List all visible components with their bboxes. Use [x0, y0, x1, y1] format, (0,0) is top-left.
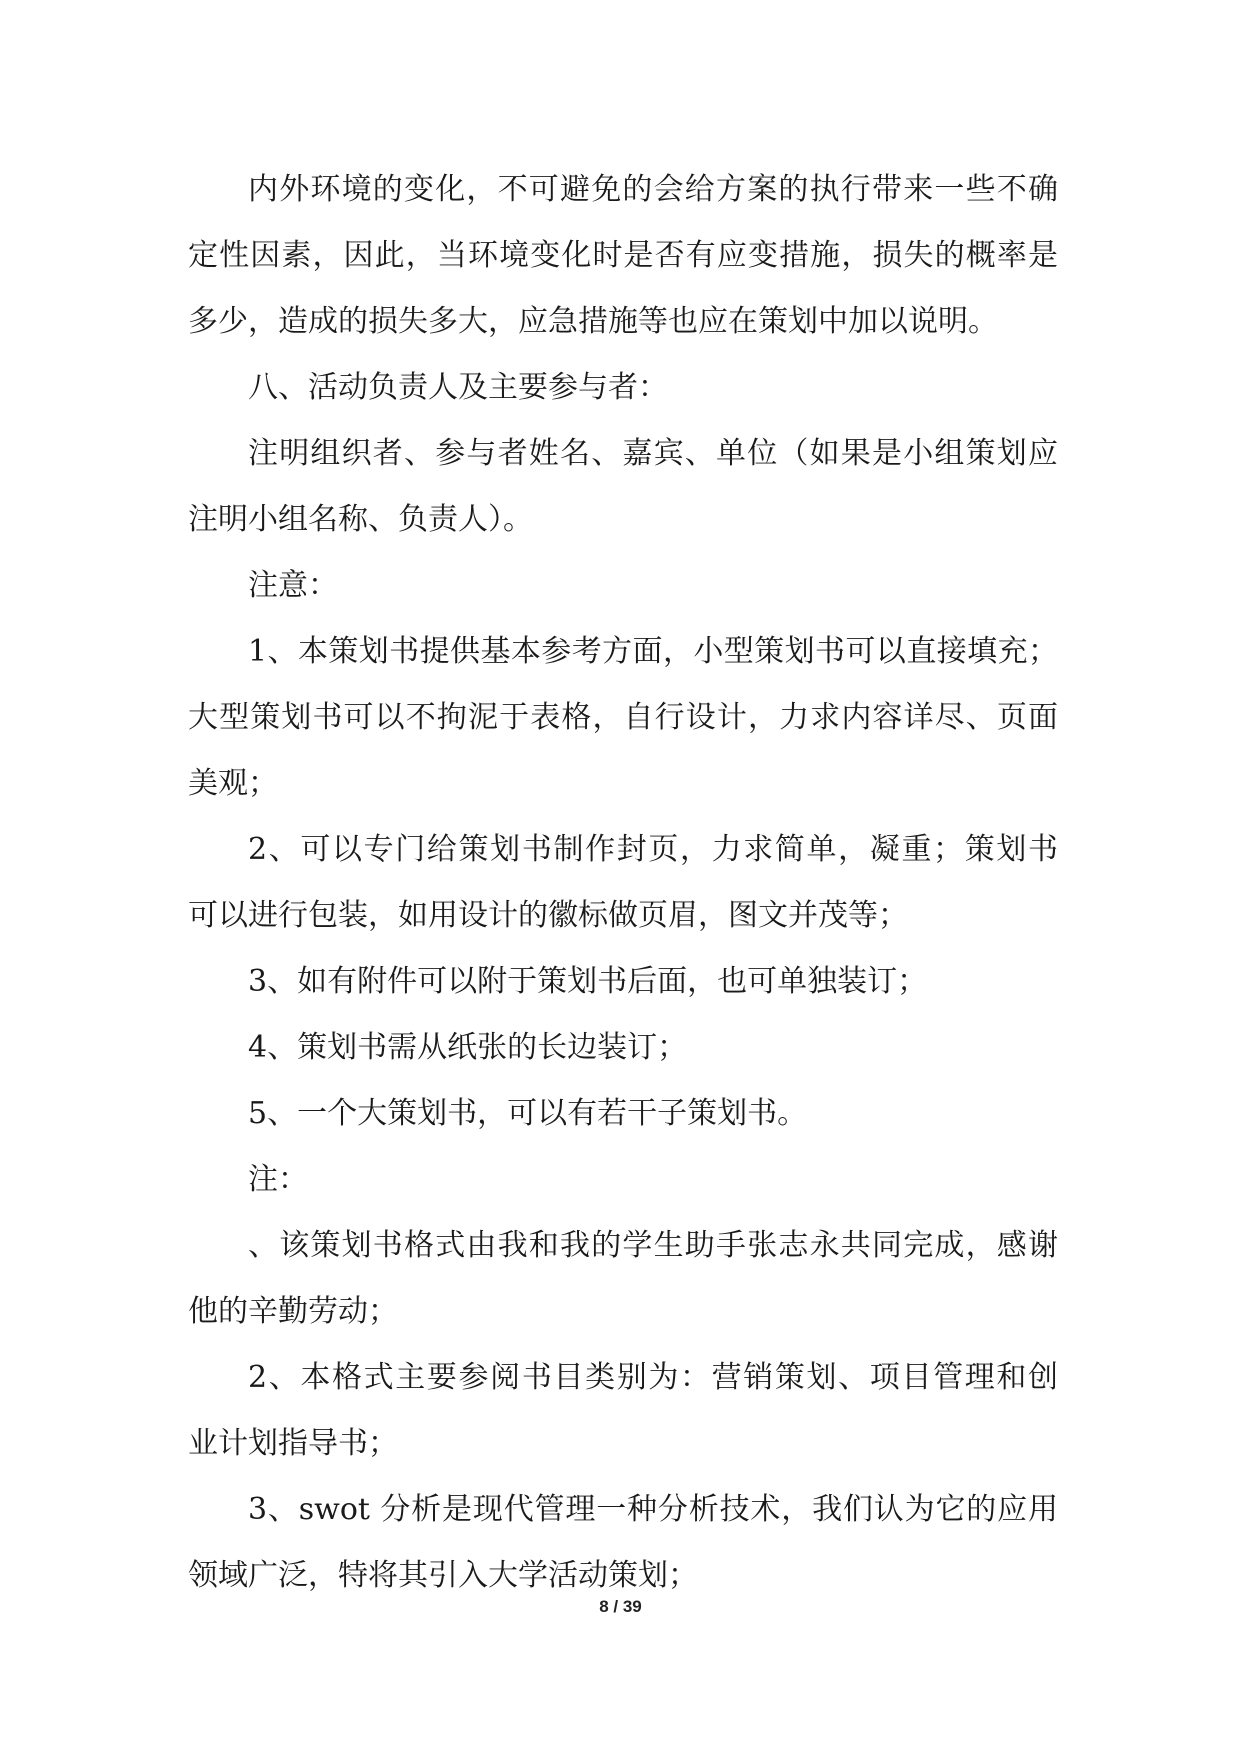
text-line: 注明组织者、参与者姓名、嘉宾、单位（如果是小组策划应: [248, 436, 1058, 471]
list-item-1: [188, 619, 1058, 817]
heading-attention: [188, 553, 1058, 619]
text-line: 注明小组名称、负责人）。: [188, 502, 533, 537]
text-line: 2、可以专门给策划书制作封页，力求简单，凝重；策划书: [248, 832, 1058, 867]
body-text: [188, 157, 1058, 1609]
text-line: 2、本格式主要参阅书目类别为：营销策划、项目管理和创: [248, 1360, 1058, 1395]
text-line: 八、活动负责人及主要参与者：: [248, 370, 668, 405]
heading-note: [188, 1147, 1058, 1213]
page-number: 8 / 39: [599, 1597, 642, 1616]
text-line: 业计划指导书；: [188, 1426, 398, 1461]
list-item-2: [188, 817, 1058, 949]
text-line: 定性因素，因此，当环境变化时是否有应变措施，损失的概率是: [188, 238, 1058, 273]
text-line: 注意：: [248, 568, 338, 603]
note-item-3: [188, 1477, 1058, 1609]
text-line: 1、本策划书提供基本参考方面，小型策划书可以直接填充；: [248, 634, 1058, 669]
text-line: 4、策划书需从纸张的长边装订；: [248, 1030, 688, 1065]
section-heading-eight: [188, 355, 1058, 421]
text-line: 3、swot 分析是现代管理一种分析技术，我们认为它的应用: [248, 1492, 1058, 1527]
text-line: 可以进行包装，如用设计的徽标做页眉，图文并茂等；: [188, 898, 908, 933]
text-line: 多少，造成的损失多大，应急措施等也应在策划中加以说明。: [188, 304, 998, 339]
note-item-1: [188, 1213, 1058, 1345]
text-line: 注：: [248, 1162, 308, 1197]
text-line: 3、如有附件可以附于策划书后面，也可单独装订；: [248, 964, 928, 999]
paragraph-environment-changes: [188, 157, 1058, 355]
text-line: 内外环境的变化，不可避免的会给方案的执行带来一些不确: [248, 172, 1058, 207]
note-item-2: [188, 1345, 1058, 1477]
text-line: 他的辛勤劳动；: [188, 1294, 398, 1329]
text-line: 美观；: [188, 766, 278, 801]
paragraph-organizers: [188, 421, 1058, 553]
list-item-5: [188, 1081, 1058, 1147]
text-line: 领域广泛，特将其引入大学活动策划；: [188, 1558, 698, 1593]
text-line: 5、一个大策划书，可以有若干子策划书。: [248, 1096, 808, 1131]
text-line: 、该策划书格式由我和我的学生助手张志永共同完成，感谢: [248, 1228, 1058, 1263]
text-line: 大型策划书可以不拘泥于表格，自行设计，力求内容详尽、页面: [188, 700, 1058, 735]
list-item-3: [188, 949, 1058, 1015]
list-item-4: [188, 1015, 1058, 1081]
